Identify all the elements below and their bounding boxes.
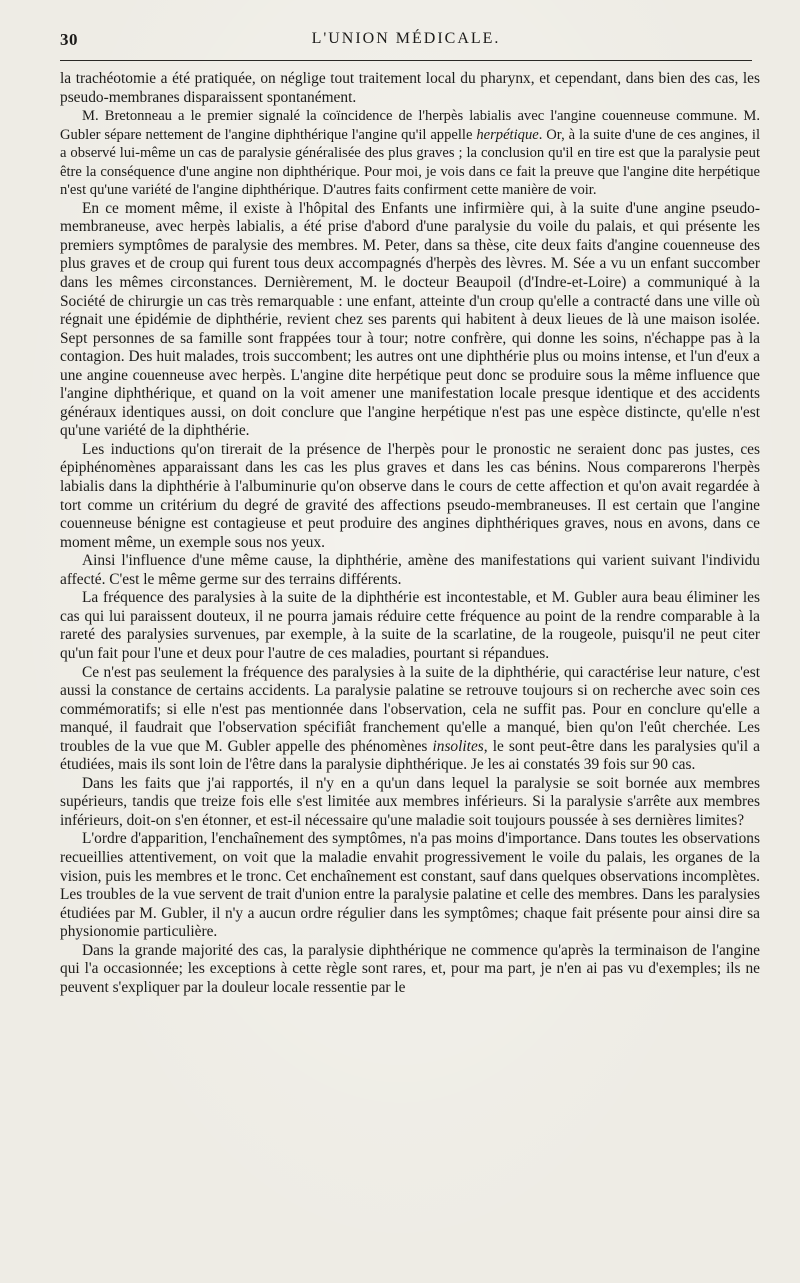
italic-term: insolites (432, 737, 484, 755)
paragraph: M. Bretonneau a le premier signalé la coïncidence de l'herpès labialis avec l'angine couenneuse commune. M. Gubler sépare nettement de l'angine diphthérique l'angine qu'il appelle herpétique. Or, à la suite d'une de ces angines, il a observé lui-même un cas de paralysie généralisée des plus graves ; la conclusion qu'il en tire est que la paralysie peut être la conséquence d'une angine non diphthérique. Pour moi, je vois dans ce fait la preuve que l'angine dite herpétique n'est qu'une variété de l'angine diphthérique. D'autres faits confirment cette manière de voir. (60, 108, 760, 199)
paragraph: Dans les faits que j'ai rapportés, il n'y en a qu'un dans lequel la paralysie se soit bornée aux membres supérieurs, tandis que treize fois elle s'est limitée aux membres inférieurs. Si la paralysie s'arrête aux membres inférieurs, doit-on s'en étonner, et est-il nécessaire qu'une maladie soit toujours poussée à ses dernières limites? (60, 774, 760, 829)
paragraph: Dans la grande majorité des cas, la paralysie diphthérique ne commence qu'après la terminaison de l'angine qui l'a occasionnée; les exceptions à cette règle sont rares, et, pour ma part, je n'en ai pas vu d'exemples; ils ne peuvent s'expliquer par la douleur locale ressentie par le (60, 941, 760, 996)
page-number: 30 (60, 30, 78, 49)
header-rule (60, 60, 752, 61)
paragraph: Ce n'est pas seulement la fréquence des paralysies à la suite de la diphthérie, qui caractérise leur nature, c'est aussi la constance de certains accidents. La paralysie palatine se retrouve toujours si on recherche avec soin ces commémoratifs; si elle n'est pas mentionnée dans l'observation, cela ne suffit pas. Pour en conclure qu'elle a manqué, il faudrait que l'observation spécifiât franchement qu'elle a manqué, bien qu'on l'eût cherchée. Les troubles de la vue que M. Gubler appelle des phénomènes insolites, le sont peut-être dans les paralysies qu'il a étudiées, mais ils sont loin de l'être dans la paralysie diphthérique. Je les ai constatés 39 fois sur 90 cas. (60, 663, 760, 774)
paragraph: Ainsi l'influence d'une même cause, la diphthérie, amène des manifestations qui varient suivant l'individu affecté. C'est le même germe sur des terrains différents. (60, 552, 760, 588)
running-title: L'UNION MÉDICALE. (311, 30, 501, 47)
italic-term: herpétique (476, 126, 539, 143)
paragraph: En ce moment même, il existe à l'hôpital des Enfants une infirmière qui, à la suite d'une angine pseudo-membraneuse, avec herpès labialis, a été prise d'abord d'une paralysie du voile du palais, et qui présente les premiers symptômes de paralysie des membres. M. Peter, dans sa thèse, cite deux faits d'angine couenneuse des plus graves et de croup qui furent tous deux accompagnés d'herpès des lèvres. M. Sée a vu un enfant succomber dans les mêmes circonstances. Dernièrement, M. le docteur Beaupoil (d'Indre-et-Loire) a communiqué à la Société de chirurgie un cas très remarquable : une enfant, atteinte d'un croup qu'elle a contracté dans une ville où régnait une épidémie de diphthérie, revient chez ses parents qui habitent à deux lieues de là une maison isolée. Sept personnes de sa famille sont frappées tour à tour; notre confrère, qui donne les soins, n'échappe pas à la contagion. Des huit malades, trois succombent; les autres ont une diphthérie plus ou moins intense, et l'un d'eux a une angine couenneuse avec herpès. L'angine dite herpétique peut donc se produire sous la même influence que l'angine diphthérique, et quand on la voit amener une manifestation locale presque identique et des accidents généraux identiques aussi, on doit conclure que l'angine herpétique n'est pas une espèce distincte, qu'elle n'est qu'une variété de la diphthérie. (60, 199, 760, 440)
paragraph: Les inductions qu'on tirerait de la présence de l'herpès pour le pronostic ne seraient donc pas justes, ces épiphénomènes apparaissant dans les cas les plus graves et dans les cas bénins. Nous comparerons l'herpès labialis dans la diphthérie à l'albuminurie qu'on observe dans le cours de cette affection et qu'on avait regardée à tort comme un critérium du degré de gravité des affections pseudo-membraneuses. Il est certain que l'angine couenneuse bénigne est contagieuse et peut produire des angines diphthériques graves, nous en avons, dans ce moment même, un exemple sous nos yeux. (60, 440, 760, 551)
paragraph: la trachéotomie a été pratiquée, on néglige tout traitement local du pharynx, et cependant, dans bien des cas, les pseudo-membranes disparaissent spontanément. (60, 70, 760, 106)
paragraph: La fréquence des paralysies à la suite de la diphthérie est incontestable, et M. Gubler aura beau éliminer les cas qui lui paraissent douteux, il ne pourra jamais réduire cette fréquence au point de la rendre comparable à la rareté des paralysies survenues, par exemple, à la suite de la scarlatine, de la rougeole, puisqu'il ne peut citer qu'un fait pour l'une et deux pour l'autre de ces maladies, pourtant si répandues. (60, 589, 760, 662)
page-header (60, 30, 752, 56)
paragraph: L'ordre d'apparition, l'enchaînement des symptômes, n'a pas moins d'importance. Dans toutes les observations recueillies attentivement, on voit que la maladie envahit progressivement le voile du palais, les organes de la vision, puis les membres et le tronc. Cet enchaînement est constant, sauf dans quelques observations incomplètes. Les troubles de la vue servent de trait d'union entre la paralysie palatine et celle des membres. Dans les paralysies étudiées par M. Gubler, il n'y a aucun ordre régulier dans les symptômes; chaque fait présente pour ainsi dire sa physionomie particulière. (60, 830, 760, 941)
body-text (60, 70, 760, 997)
